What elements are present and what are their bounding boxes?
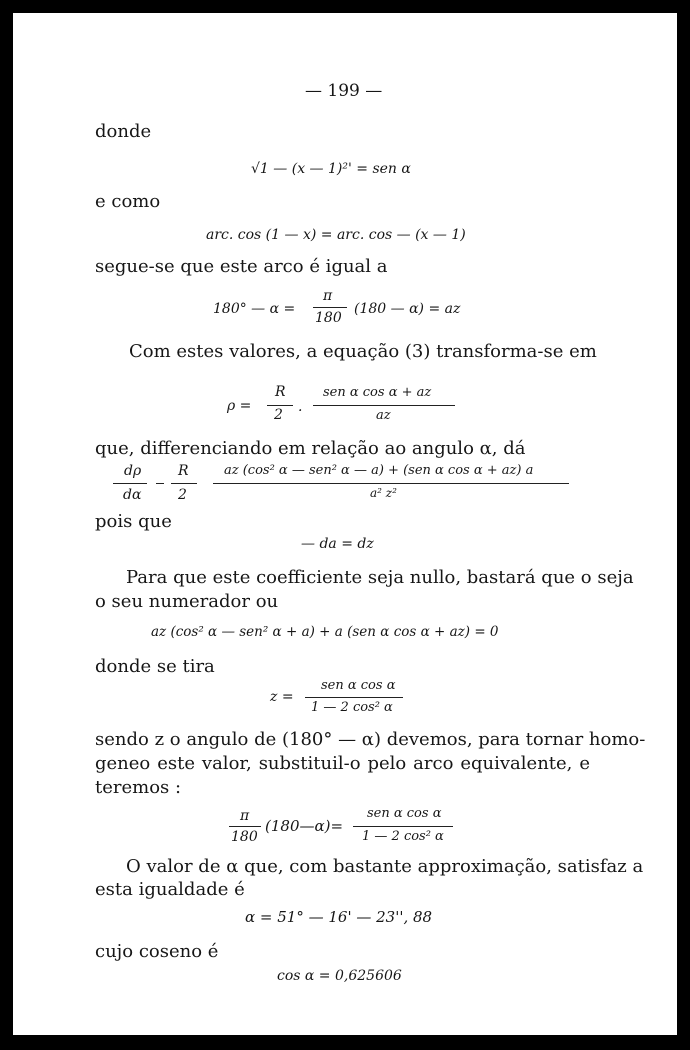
- equation-4-num1: R: [275, 384, 286, 400]
- text-para-que-2: o seu numerador ou: [95, 591, 279, 612]
- equation-8-lhs: z =: [270, 689, 294, 705]
- fraction-bar: [313, 405, 455, 406]
- equation-9-mid: (180—α)=: [265, 817, 344, 835]
- equation-3-numerator: π: [323, 288, 333, 304]
- equation-7: az (cos² α — sen² α + a) + a (sen α cos α + az) = 0: [151, 624, 499, 640]
- text-pois-que: pois que: [95, 511, 172, 532]
- equation-5-num1: dρ: [124, 463, 142, 479]
- text-segue: segue-se que este arco é igual a: [95, 256, 388, 277]
- equation-4-lhs: ρ =: [227, 398, 252, 414]
- fraction-bar: [353, 826, 453, 827]
- equation-4-den2: az: [376, 408, 391, 423]
- page-number: — 199 —: [305, 81, 383, 101]
- equation-6: — da = dz: [301, 536, 374, 552]
- fraction-bar: [313, 307, 347, 308]
- equation-9-num2: sen α cos α: [367, 806, 442, 821]
- text-o-valor-2: esta igualdade é: [95, 879, 245, 900]
- text-sendo-3: teremos :: [95, 777, 182, 798]
- equation-8-num: sen α cos α: [321, 678, 396, 693]
- minus-sign: [156, 483, 164, 484]
- equation-2: arc. cos (1 — x) = arc. cos — (x — 1): [206, 227, 466, 243]
- equation-9-num1: π: [240, 808, 250, 824]
- equation-3-right: (180 — α) = az: [354, 301, 461, 317]
- text-sendo-1: sendo z o angulo de (180° — α) devemos, para tornar homo-: [95, 729, 646, 750]
- equation-4-dot: .: [298, 399, 303, 415]
- equation-5-num3: az (cos² α — sen² α — a) + (sen α cos α + az) a: [224, 463, 534, 478]
- equation-1: √1 — (x — 1)²' = sen α: [251, 161, 411, 177]
- text-que-differenciando: que, differenciando em relação ao angulo α, dá: [95, 438, 526, 459]
- text-donde: donde: [95, 121, 152, 142]
- fraction-bar: [171, 483, 197, 484]
- equation-5-den2: 2: [178, 487, 187, 503]
- equation-9-den1: 180: [231, 829, 258, 845]
- equation-9-den2: 1 — 2 cos² α: [362, 829, 444, 844]
- equation-3-denominator: 180: [315, 310, 342, 326]
- fraction-bar: [305, 697, 403, 698]
- fraction-bar: [229, 826, 261, 827]
- text-donde-se-tira: donde se tira: [95, 656, 215, 677]
- equation-3-left: 180° — α =: [213, 301, 296, 317]
- equation-8-den: 1 — 2 cos² α: [311, 700, 393, 715]
- equation-5-num2: R: [178, 463, 189, 479]
- book-page: [13, 13, 677, 1035]
- text-o-valor-1: O valor de α que, com bastante approximação, satisfaz a: [126, 856, 644, 877]
- text-e-como: e como: [95, 191, 161, 212]
- equation-5-den1: dα: [123, 487, 142, 503]
- text-sendo-2: geneo este valor, substituil-o pelo arco equivalente, e: [95, 753, 590, 774]
- fraction-bar: [113, 483, 147, 484]
- equation-10: α = 51° — 16' — 23'', 88: [245, 908, 433, 926]
- equation-5-den3: a² z²: [370, 486, 397, 500]
- equation-11: cos α = 0,625606: [277, 968, 402, 984]
- text-com-estes: Com estes valores, a equação (3) transforma-se em: [129, 341, 597, 362]
- text-cujo-coseno: cujo coseno é: [95, 941, 219, 962]
- fraction-bar: [213, 483, 569, 484]
- equation-4-num2: sen α cos α + az: [323, 385, 432, 400]
- text-para-que-1: Para que este coefficiente seja nullo, bastará que o seja: [126, 567, 634, 588]
- equation-4-den1: 2: [274, 407, 283, 423]
